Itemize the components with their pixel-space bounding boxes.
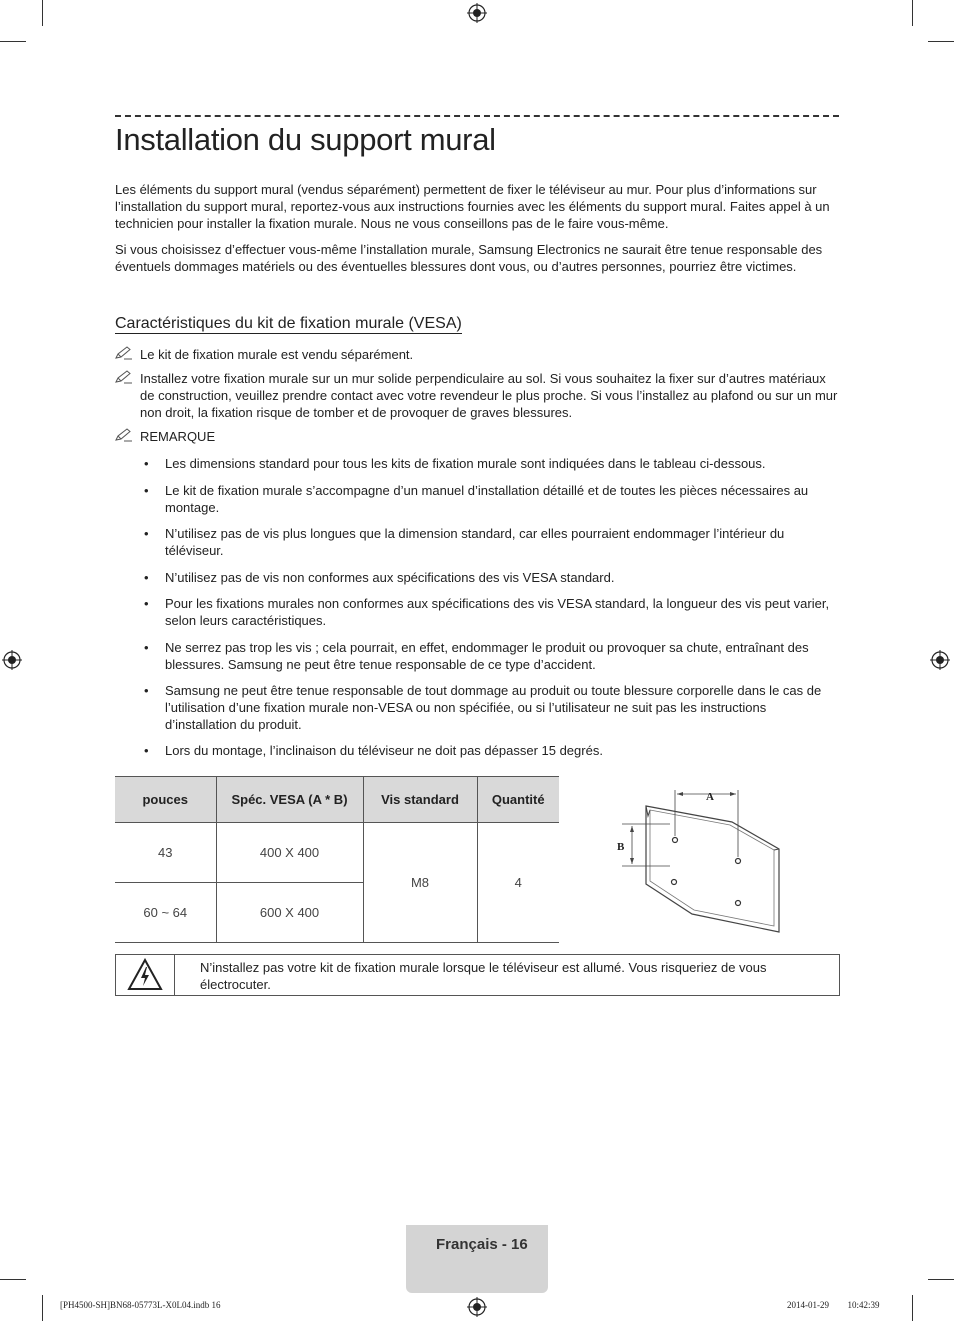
column-header: Vis standard <box>363 777 477 823</box>
table-cell: 43 <box>115 823 216 883</box>
crop-mark <box>912 0 913 26</box>
note-item <box>115 346 839 363</box>
electric-warning-icon <box>127 958 163 991</box>
list-item: • Pour les fixations murales non conformes aux spécifications des vis VESA standard, la longueur des vis peut varier, selon leurs caractéristiques. <box>144 596 830 628</box>
table-header-row <box>115 777 559 823</box>
column-header: pouces <box>115 777 216 823</box>
table-cell: 4 <box>477 823 559 943</box>
registration-mark-icon <box>467 1297 487 1317</box>
print-slug-left: [PH4500-SH]BN68-05773L-X0L04.indb 16 <box>60 1300 221 1310</box>
table-cell: 60 ~ 64 <box>115 883 216 943</box>
page-number: Français - 16 <box>436 1236 528 1253</box>
warning-icon-cell <box>116 955 175 995</box>
note-item <box>115 428 839 445</box>
list-item: • N’utilisez pas de vis plus longues que la dimension standard, car elles pourraient endommager l’intérieur du téléviseur. <box>144 526 785 558</box>
list-item: • Ne serrez pas trop les vis ; cela pourrait, en effet, endommager le produit ou provoquer sa chute, entraînant des blessures. Samsung ne peut être tenue responsable de ce type d’accident. <box>144 640 809 672</box>
crop-mark <box>0 1279 26 1280</box>
column-header: Spéc. VESA (A * B) <box>216 777 363 823</box>
table-cell: 600 X 400 <box>216 883 363 943</box>
list-item: • Lors du montage, l’inclinaison du téléviseur ne doit pas dépasser 15 degrés. <box>144 743 603 758</box>
note-text: REMARQUE <box>140 429 216 444</box>
crop-mark <box>928 41 954 42</box>
page-title: Installation du support mural <box>115 122 496 157</box>
warning-box <box>115 954 840 996</box>
registration-mark-icon <box>467 3 487 23</box>
table-cell: M8 <box>363 823 477 943</box>
note-text: Le kit de fixation murale est vendu séparément. <box>140 347 414 362</box>
vesa-table <box>115 776 559 943</box>
tv-back-diagram <box>614 784 784 938</box>
column-header: Quantité <box>477 777 559 823</box>
intro-paragraph: Les éléments du support mural (vendus séparément) permettent de fixer le téléviseur au mur. Pour plus d’informations sur l’installation du support mural, reportez-vous aux instructions fournies avec les éléments du support mural. Faites appel à un technicien pour installer la fixation murale. Nous ne vous conseillons pas de le faire vous-même. <box>115 182 830 231</box>
table-row <box>115 823 559 883</box>
page-number-tab <box>406 1225 548 1293</box>
list-item: • Samsung ne peut être tenue responsable de tout dommage au produit ou toute blessure corporelle dans le cas de l’utilisation d’une fixation murale non-VESA ou non spécifiée, ou si l’utilisateur ne suit pas les instructions d’installation du produit. <box>144 683 822 732</box>
crop-mark <box>0 41 26 42</box>
crop-mark <box>42 1295 43 1321</box>
list-item: • Le kit de fixation murale s’accompagne d’un manuel d’installation détaillé et de toutes les pièces nécessaires au montage. <box>144 483 809 515</box>
note-item <box>115 370 839 421</box>
pencil-icon <box>115 370 133 384</box>
section-heading: Caractéristiques du kit de fixation murale (VESA) <box>115 315 462 332</box>
registration-mark-icon <box>930 650 950 670</box>
print-slug-right: 2014-01-29 ￿￿ 10:42:39 <box>787 1300 880 1310</box>
warning-text: N’installez pas votre kit de fixation murale lorsque le téléviseur est allumé. Vous risqueriez de vous électrocuter. <box>200 960 767 992</box>
crop-mark <box>42 0 43 26</box>
table-cell: 400 X 400 <box>216 823 363 883</box>
title-divider <box>115 115 839 117</box>
list-item: • Les dimensions standard pour tous les kits de fixation murale sont indiquées dans le tableau ci-dessous. <box>144 456 766 471</box>
pencil-icon <box>115 428 133 442</box>
dimension-label-a: A <box>706 791 714 803</box>
registration-mark-icon <box>2 650 22 670</box>
intro-paragraph: Si vous choisissez d’effectuer vous-même l’installation murale, Samsung Electronics ne saurait être tenue responsable des éventuels dommages matériels ou des éventuelles blessures dont vous, ou d’autres personnes, pourriez être victimes. <box>115 242 823 274</box>
note-text: Installez votre fixation murale sur un mur solide perpendiculaire au sol. Si vous souhaitez la fixer sur d’autres matériaux de construction, veuillez prendre contact avec votre revendeur le plus proche. Si vous l’installez au plafond ou sur un mur non droit, la fixation risque de tomber et de provoquer de graves blessures. <box>140 371 838 420</box>
crop-mark <box>912 1295 913 1321</box>
dimension-label-b: B <box>617 841 625 853</box>
list-item: • N’utilisez pas de vis non conformes aux spécifications des vis VESA standard. <box>144 570 615 585</box>
crop-mark <box>928 1279 954 1280</box>
pencil-icon <box>115 346 133 360</box>
